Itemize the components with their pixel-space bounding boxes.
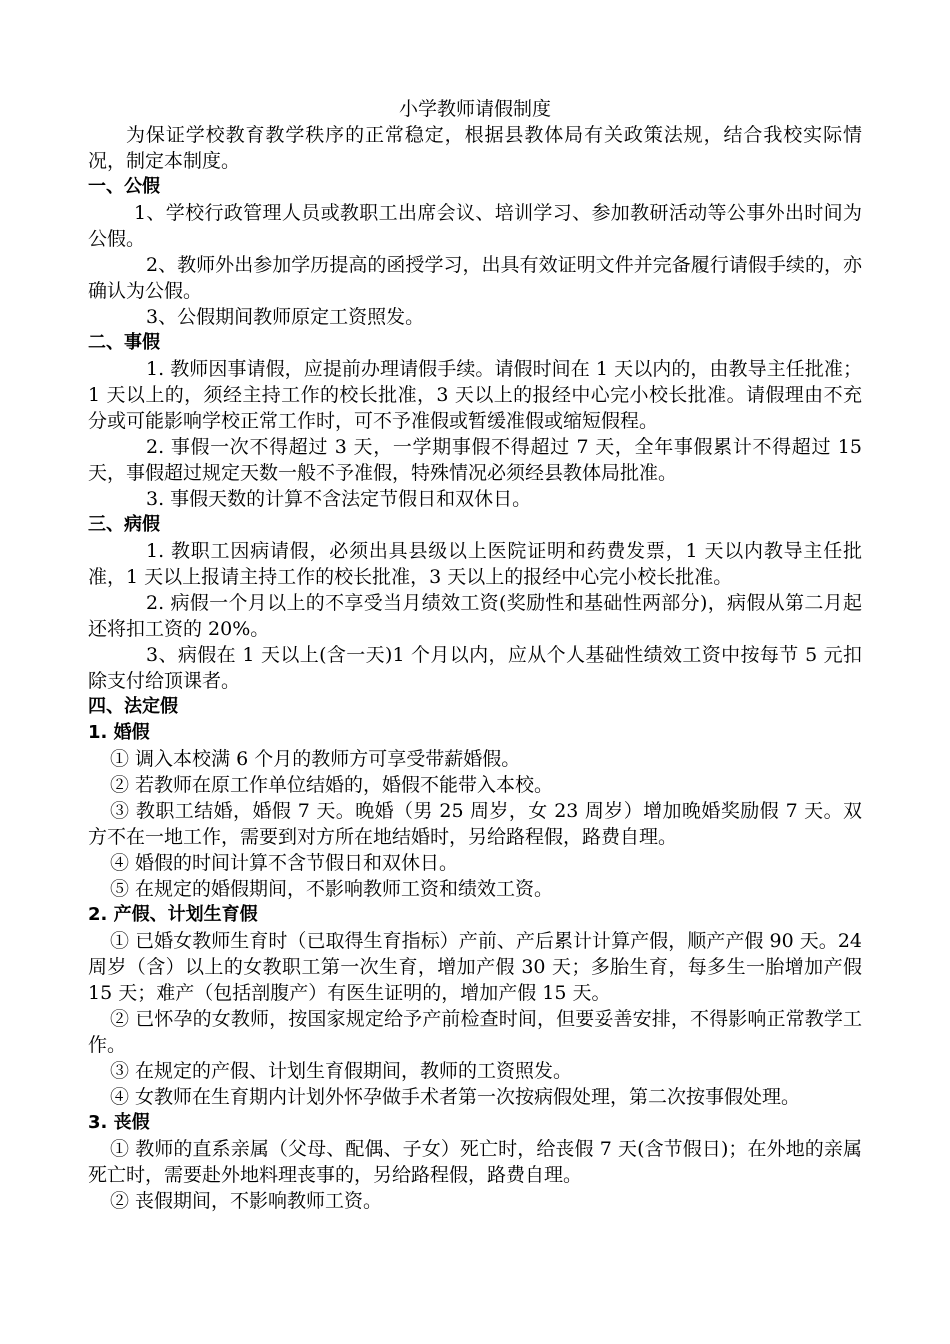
sick-leave-item-2: 2. 病假一个月以上的不享受当月绩效工资(奖励性和基础性两部分)，病假从第二月起还将扣工资的 20%。 — [88, 592, 862, 640]
section-heading-sick-leave: 三、病假 — [88, 514, 160, 535]
maternity-leave-item-1: ① 已婚女教师生育时（已取得生育指标）产前、产后累计计算产假，顺产产假 90 天。24 周岁（含）以上的女教职工第一次生育，增加产假 30 天；多胎生育，每多生一胎增加产假 15 天；难产（包括剖腹产）有医生证明的，增加产假 15 天。 — [88, 930, 862, 1004]
official-leave-item-3: 3、公假期间教师原定工资照发。 — [146, 306, 425, 328]
section-heading-statutory-leave: 四、法定假 — [88, 696, 178, 717]
marriage-leave-item-4: ④ 婚假的时间计算不含节假日和双休日。 — [110, 852, 459, 874]
marriage-leave-item-5: ⑤ 在规定的婚假期间，不影响教师工资和绩效工资。 — [110, 878, 554, 900]
document-title: 小学教师请假制度 — [398, 98, 551, 120]
maternity-leave-item-3: ③ 在规定的产假、计划生育假期间，教师的工资照发。 — [110, 1060, 573, 1082]
bereavement-leave-item-1: ① 教师的直系亲属（父母、配偶、子女）死亡时，给丧假 7 天(含节假日)；在外地的亲属死亡时，需要赴外地料理丧事的，另给路程假，路费自理。 — [88, 1138, 862, 1186]
subheading-bereavement-leave: 3. 丧假 — [88, 1112, 150, 1133]
maternity-leave-item-4: ④ 女教师在生育期内计划外怀孕做手术者第一次按病假处理，第二次按事假处理。 — [110, 1086, 801, 1108]
sick-leave-item-3: 3、病假在 1 天以上(含一天)1 个月以内，应从个人基础性绩效工资中按每节 5 元扣除支付给顶课者。 — [88, 644, 862, 692]
marriage-leave-item-1: ① 调入本校满 6 个月的教师方可享受带薪婚假。 — [110, 748, 521, 770]
personal-leave-item-2: 2. 事假一次不得超过 3 天，一学期事假不得超过 7 天，全年事假累计不得超过 15 天，事假超过规定天数一般不予准假，特殊情况必须经县教体局批准。 — [88, 436, 862, 484]
subheading-maternity-leave: 2. 产假、计划生育假 — [88, 904, 258, 925]
maternity-leave-item-2: ② 已怀孕的女教师，按国家规定给予产前检查时间，但要妥善安排，不得影响正常教学工作。 — [88, 1008, 862, 1056]
personal-leave-item-1: 1. 教师因事请假，应提前办理请假手续。请假时间在 1 天以内的，由教导主任批准；1 天以上的，须经主持工作的校长批准，3 天以上的报经中心完小校长批准。请假理由不充分或可能影响学校正常工作时，可不予准假或暂缓准假或缩短假程。 — [88, 358, 862, 432]
subheading-marriage-leave: 1. 婚假 — [88, 722, 150, 743]
official-leave-item-2: 2、教师外出参加学历提高的函授学习，出具有效证明文件并完备履行请假手续的，亦确认为公假。 — [88, 254, 862, 302]
bereavement-leave-item-2: ② 丧假期间，不影响教师工资。 — [110, 1190, 383, 1212]
section-heading-official-leave: 一、公假 — [88, 176, 160, 197]
sick-leave-item-1: 1. 教职工因病请假，必须出具县级以上医院证明和药费发票，1 天以内教导主任批准，1 天以上报请主持工作的校长批准，3 天以上的报经中心完小校长批准。 — [88, 540, 862, 588]
intro-paragraph: 为保证学校教育教学秩序的正常稳定，根据县教体局有关政策法规，结合我校实际情况，制定本制度。 — [88, 124, 862, 172]
marriage-leave-item-3: ③ 教职工结婚，婚假 7 天。晚婚（男 25 周岁，女 23 周岁）增加晚婚奖励假 7 天。双方不在一地工作，需要到对方所在地结婚时，另给路程假，路费自理。 — [88, 800, 862, 848]
official-leave-item-1: 1、学校行政管理人员或教职工出席会议、培训学习、参加教研活动等公事外出时间为公假。 — [88, 202, 862, 250]
section-heading-personal-leave: 二、事假 — [88, 332, 160, 353]
marriage-leave-item-2: ② 若教师在原工作单位结婚的，婚假不能带入本校。 — [110, 774, 554, 796]
personal-leave-item-3: 3. 事假天数的计算不含法定节假日和双休日。 — [146, 488, 532, 510]
